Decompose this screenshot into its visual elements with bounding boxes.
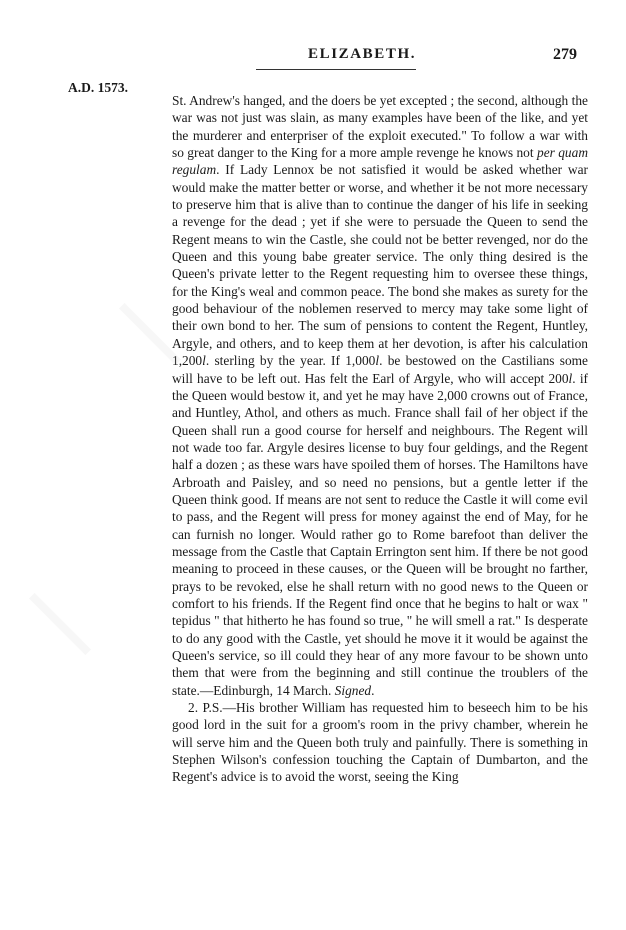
italic-run: l [568,370,573,386]
text-run: . sterling by the year. If 1,000 [205,353,376,369]
italic-run: Signed [334,682,372,698]
header-rule [256,69,416,70]
italic-run: l [202,353,206,369]
text-run: . If Lady Lennox be not satisfied it would be asked whether war would make the matter better or worse, and whether it be not more necessary to preserve him that is alive than to continue the danger of his life in seeking a revenge for the dead ; yet if she were to persuade the Queen to send the Regent means to win the Castle, she could not be better revenged, nor do the Queen and this young babe greater service. The only thing desired is the Queen's private letter to the Regent requesting him to oversee these things, for the King's weal and common peace. The bond she makes as surety for the good behaviour of the noblemen reserved to mercy may take some light of their own bond to her. The sum of pensions to content the Regent, Huntley, Argyle, and others, and to keep them at her devotion, is after his calculation 1,200 [172,162,588,369]
paragraph-main [172,92,588,699]
text-run: 2. P.S.—His brother William has requested him to beseech him to be his good lord in the suit for a groom's room in the privy chamber, wherein he will serve him and the Queen both truly and painfully. There is something in Stephen Wilson's confession touching the Captain of Dumbarton, and the Regent's advice is to avoid the worst, seeing the King [172,700,588,785]
margin-year: A.D. 1573. [68,80,128,95]
italic-run: per quam regulam [172,145,588,178]
watermark-band-lower [29,593,91,655]
text-run: . [371,682,375,698]
text-run: St. Andrew's hanged, and the doers be yet excepted ; the second, although the war was not just was slain, as many examples have been of the like, and yet the murderer and enterpriser of the exploit executed." To follow a war with so great danger to the King for a more ample revenge he knows not [172,93,588,161]
italic-run: l [375,353,380,369]
page-number: 279 [553,46,577,63]
body-text [172,92,588,786]
running-header [0,46,626,70]
text-run: . be bestowed on the Castilians some will have to be left out. Has felt the Earl of Argyle, who will accept 200 [172,353,589,386]
text-run: . if the Queen would bestow it, and yet he may have 2,000 crowns out of France, and Huntley, Athol, and others as much. France shall fail of her object if the Queen shall run a good course for herself and neighbours. The Regent will not wade too far. Argyle desires license to buy four geldings, and the Regent half a dozen ; as these wars have spoiled them of horses. The Hamiltons have Arbroath and Paisley, and so need no pensions, but a gentle letter if the Queen think good. If means are not sent to reduce the Castle it will come evil to pass, and the Regent will press for money against the end of May, for he can furnish no longer. Would rather go to Rome barefoot than deliver the message from the Castle that Captain Errington sent him. If there be not good meaning to proceed in these causes, or the Queen will be brought no farther, prays to be revoked, else he shall return with no good news to the Queen or comfort to his friends. If the Regent find once that he begins to halt or wax " tepidus " that hitherto he has found so true, " he will smell a rat." Is desperate to do any good with the Castle, yet should he move it it would be against the Queen's service, so ill could they hear of any more favour to be shown unto them that were from the beginning and still continue the troublers of the state.—Edinburgh, 14 March. [172,370,588,698]
running-title: ELIZABETH. [308,46,417,62]
paragraph-postscript [172,699,588,786]
